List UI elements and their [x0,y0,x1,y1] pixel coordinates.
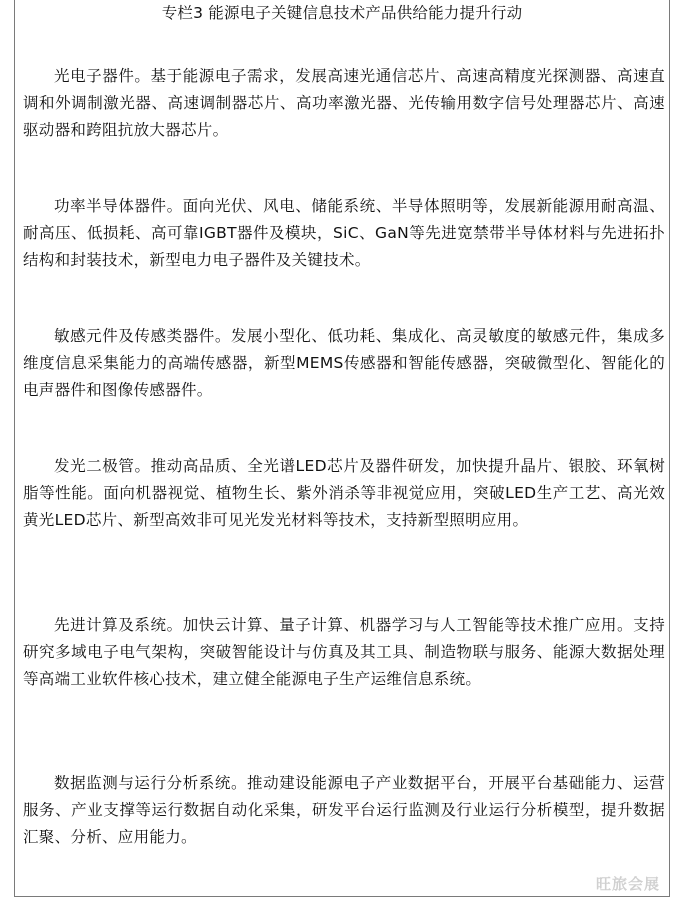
paragraph-led: 发光二极管。推动高品质、全光谱LED芯片及器件研发，加快提升晶片、银胶、环氧树脂等性能。面向机器视觉、植物生长、紫外消杀等非视觉应用，突破LED生产工艺、高光效黄光LED芯片、新型高效非可见光发光材料等技术，支持新型照明应用。 [23,457,665,529]
watermark-logo: 旺旅会展 [595,875,660,893]
column-title: 专栏3 能源电子关键信息技术产品供给能力提升行动 [161,4,523,22]
paragraph-power-semiconductors: 功率半导体器件。面向光伏、风电、储能系统、半导体照明等，发展新能源用耐高温、耐高压、低损耗、高可靠IGBT器件及模块，SiC、GaN等先进宽禁带半导体材料与先进拓扑结构和封装技术，新型电力电子器件及关键技术。 [23,197,665,269]
column-box [14,0,670,897]
paragraph-advanced-computing: 先进计算及系统。加快云计算、量子计算、机器学习与人工智能等技术推广应用。支持研究多域电子电气架构，突破智能设计与仿真及其工具、制造物联与服务、能源大数据处理等高端工业软件核心技术，建立健全能源电子生产运维信息系统。 [23,616,665,688]
paragraph-sensors: 敏感元件及传感类器件。发展小型化、低功耗、集成化、高灵敏度的敏感元件，集成多维度信息采集能力的高端传感器，新型MEMS传感器和智能传感器，突破微型化、智能化的电声器件和图像传感器件。 [23,327,665,399]
paragraph-optoelectronic-devices: 光电子器件。基于能源电子需求，发展高速光通信芯片、高速高精度光探测器、高速直调和外调制激光器、高速调制器芯片、高功率激光器、光传输用数字信号处理器芯片、高速驱动器和跨阻抗放大器芯片。 [23,67,665,139]
paragraph-data-monitoring: 数据监测与运行分析系统。推动建设能源电子产业数据平台，开展平台基础能力、运营服务、产业支撑等运行数据自动化采集，研发平台运行监测及行业运行分析模型，提升数据汇聚、分析、应用能力。 [23,774,665,846]
